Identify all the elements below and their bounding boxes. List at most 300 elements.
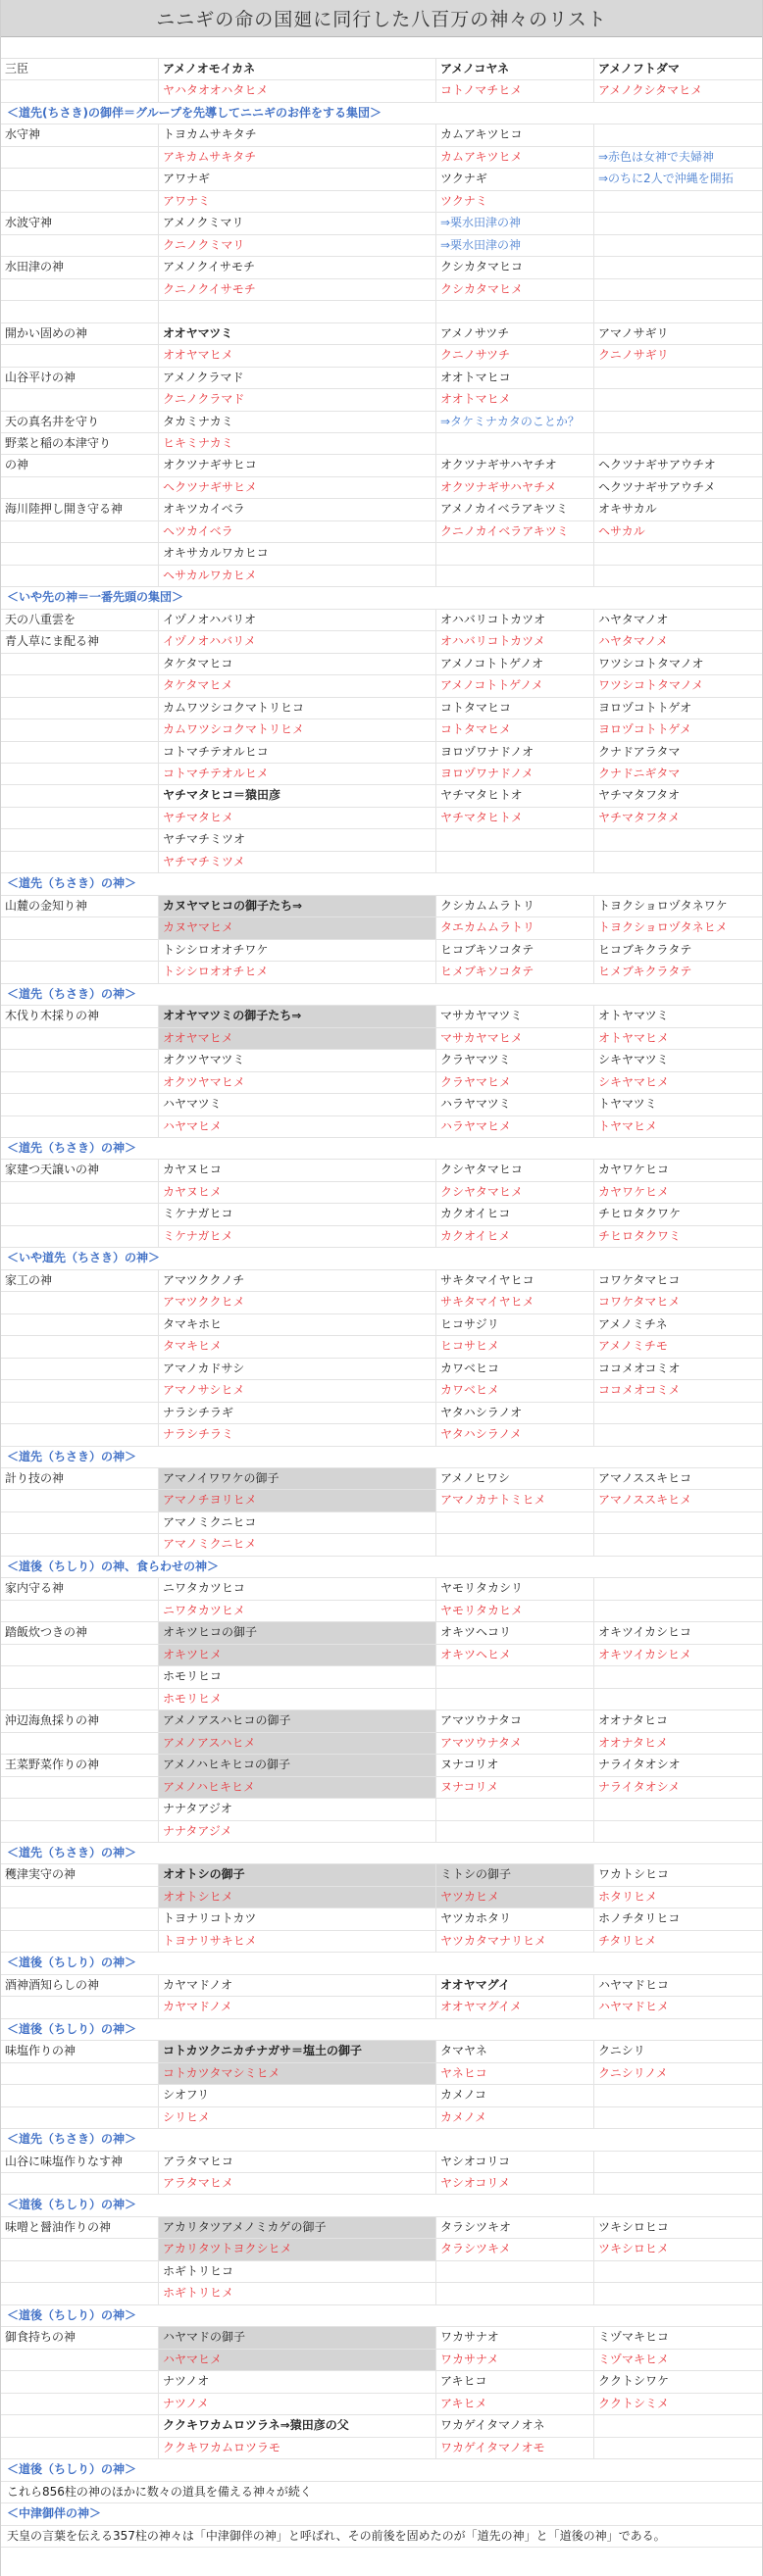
deity-cell: チヒロタクワミ [593, 1226, 762, 1247]
deity-cell: オオヤマヒメ [158, 1028, 435, 1049]
section-header-row [1, 1843, 762, 1864]
deity-cell [435, 301, 593, 322]
deity-cell [593, 389, 762, 410]
deity-cell: ヤツカヒメ [435, 1887, 593, 1907]
deity-cell: オハバリコトカツオ [435, 610, 593, 630]
role-cell: 穫津実守の神 [5, 1867, 76, 1882]
section-header: ＜中津御伴の神＞ [7, 2506, 102, 2521]
deity-cell: ハヤマドの御子 [158, 2327, 435, 2348]
deity-cell: オオトマヒコ [435, 368, 593, 388]
role-cell: 天の真名井を守り [5, 414, 100, 428]
deity-cell: オキツカイベラ [158, 499, 435, 520]
deity-cell: イヅノオハバリオ [158, 610, 435, 630]
table-row [1, 940, 762, 962]
deity-cell: トヤマツミ [593, 1094, 762, 1115]
deity-cell [593, 1799, 762, 1819]
table-row [1, 1424, 762, 1446]
role-cell [1, 2283, 158, 2304]
deity-cell [593, 1578, 762, 1599]
deity-cell [593, 1666, 762, 1687]
deity-cell: オトヤマツミ [593, 1006, 762, 1026]
section-header-row [1, 873, 762, 895]
section-header-row [1, 2459, 762, 2481]
role-cell: 王菜野菜作りの神 [5, 1758, 100, 1772]
table-row [1, 1490, 762, 1511]
deity-cell [158, 301, 435, 322]
role-cell [1, 1403, 158, 1423]
deity-cell: アラタマヒメ [158, 2173, 435, 2194]
deity-cell: ミケナガヒメ [158, 1226, 435, 1247]
role-cell [1, 1689, 158, 1709]
section-header-row [1, 2503, 762, 2525]
table-row [1, 1468, 762, 1490]
role-cell: の神 [5, 458, 29, 472]
role-cell [1, 1733, 158, 1754]
table-row [1, 2173, 762, 2195]
role-cell [1, 279, 158, 300]
deity-cell: カクオイヒコ [435, 1204, 593, 1224]
role-cell [1, 2173, 158, 2194]
deity-cell: カムワツシコクマトリヒコ [158, 698, 435, 718]
table-row [1, 124, 762, 146]
deity-cell: サキタマイヤヒコ [435, 1270, 593, 1291]
deity-cell: タマキホヒ [158, 1314, 435, 1335]
deity-cell: ヘサカル [593, 521, 762, 542]
deity-cell: タマヤネ [435, 2041, 593, 2061]
deity-cell: カヤマドノオ [158, 1975, 435, 1996]
table-row [1, 2217, 762, 2239]
table-row [1, 852, 762, 873]
deity-cell: アマノサシヒメ [158, 1380, 435, 1401]
table-row [1, 213, 762, 234]
deity-cell: クニノサツチ [435, 345, 593, 366]
deity-cell: ヘサカルワカヒメ [158, 566, 435, 586]
table-row [1, 543, 762, 565]
deity-cell: ⇒栗水田津の神 [435, 235, 593, 256]
deity-cell [593, 2261, 762, 2282]
table-row [1, 2152, 762, 2173]
deity-cell: ヒコサヒメ [435, 1336, 593, 1357]
deity-cell: ミヅマキヒコ [593, 2327, 762, 2348]
role-cell: 水守神 [5, 127, 41, 142]
role-cell [1, 962, 158, 982]
deity-cell: ヒメブキソコタテ [435, 962, 593, 982]
deity-cell: ヘクツナギサヒメ [158, 477, 435, 498]
deity-cell: クニノクラマド [158, 389, 435, 410]
deity-cell: オトヤマヒメ [593, 1028, 762, 1049]
table-row [1, 1821, 762, 1843]
role-cell [1, 566, 158, 586]
deity-cell: オキツヘヒメ [435, 1645, 593, 1665]
table-row [1, 1359, 762, 1380]
section-header-row [1, 1138, 762, 1160]
deity-cell: カムワツシコクマトリヒメ [158, 719, 435, 740]
deity-cell: カヤマドノメ [158, 1997, 435, 2017]
deity-cell: アメノコトトゲノオ [435, 654, 593, 674]
section-header: ＜道後（ちしり）の神＞ [7, 2462, 137, 2477]
deity-cell: ヤシオコリメ [435, 2173, 593, 2194]
deity-cell: ⇒のちに2人で沖縄を開拓 [593, 169, 762, 189]
role-cell: 天の八重雲を [5, 612, 76, 626]
deity-cell: タケタマヒメ [158, 675, 435, 696]
section-header-row [1, 2305, 762, 2327]
deity-cell: ツクナギ [435, 169, 593, 189]
deity-cell: ヌナコリオ [435, 1755, 593, 1775]
table-row [1, 962, 762, 983]
deity-cell [593, 124, 762, 145]
deity-cell: オオトシの御子 [158, 1864, 435, 1885]
role-cell [1, 808, 158, 828]
role-cell [1, 477, 158, 498]
section-header-row [1, 2019, 762, 2041]
deity-cell: オクツヤマツミ [158, 1050, 435, 1070]
deity-cell: シオフリ [158, 2085, 435, 2105]
role-cell: 沖辺海魚採りの神 [5, 1713, 100, 1728]
section-header: ＜道先（ちさき）の神＞ [7, 986, 137, 1001]
deity-cell: ナツノオ [158, 2371, 435, 2392]
deity-cell [593, 1534, 762, 1555]
role-cell: 計り技の神 [5, 1471, 65, 1485]
role-cell [1, 2239, 158, 2259]
role-cell [1, 543, 158, 564]
deity-cell: ココメオコミオ [593, 1359, 762, 1379]
section-header-row [1, 1248, 762, 1269]
section-header-row [1, 1447, 762, 1468]
deity-cell: ナラシチラギ [158, 1403, 435, 1423]
deity-cell: クシカタマヒメ [435, 279, 593, 300]
role-cell [1, 940, 158, 961]
role-cell [1, 1050, 158, 1070]
table-row [1, 1666, 762, 1688]
deity-cell: コトタマヒメ [435, 719, 593, 740]
table-row [1, 1204, 762, 1225]
table-row [1, 301, 762, 322]
deity-cell: オオヤマグイメ [435, 1997, 593, 2017]
deity-cell: ホギトリヒメ [158, 2283, 435, 2304]
deity-cell: オクツナギサハヤチメ [435, 477, 593, 498]
role-cell [1, 2438, 158, 2458]
section-header-row [1, 103, 762, 124]
role-cell [1, 675, 158, 696]
deity-cell: ヤチマタヒメ [158, 808, 435, 828]
table-row [1, 808, 762, 829]
role-cell [1, 852, 158, 872]
deity-cell: ワカゲイタマノオネ [435, 2415, 593, 2436]
deity-cell: カメノコ [435, 2085, 593, 2105]
table-row [1, 1578, 762, 1600]
table-row [1, 1689, 762, 1710]
table-row [1, 2283, 762, 2304]
note-row [1, 2482, 762, 2503]
deity-cell: アマノチヨリヒメ [158, 1490, 435, 1511]
table-row [1, 1116, 762, 1138]
deity-cell: アメノクシタマヒメ [593, 80, 762, 101]
deity-cell: アマノサギリ [593, 323, 762, 344]
role-cell [1, 1028, 158, 1049]
section-header-row [1, 1953, 762, 1974]
note-text: 天皇の言葉を伝える357柱の神々は「中津御伴の神」と呼ばれ、その前後を固めたのが「道先の神」と「道後の神」である。 [7, 2528, 666, 2543]
deity-cell: シキヤマツミ [593, 1050, 762, 1070]
deity-cell: ハヤマツミ [158, 1094, 435, 1115]
section-header: ＜道後（ちしり）の神＞ [7, 1956, 137, 1970]
role-cell: 野菜と稲の本津守り [5, 435, 112, 450]
role-cell [1, 1292, 158, 1313]
deity-cell: アメノミチモ [593, 1336, 762, 1357]
deity-cell: タラシツキメ [435, 2239, 593, 2259]
deity-cell: ミトシの御子 [435, 1864, 593, 1885]
table-row [1, 59, 762, 80]
section-header: ＜道後（ちしり）の神＞ [7, 2198, 137, 2212]
deity-cell: アメノサツチ [435, 323, 593, 344]
table-row [1, 1094, 762, 1115]
deity-cell [593, 829, 762, 850]
deity-cell: ナラシチラミ [158, 1424, 435, 1445]
role-cell [1, 1359, 158, 1379]
table-row [1, 2327, 762, 2349]
table-row [1, 719, 762, 741]
deity-cell: ヤタハシラノメ [435, 1424, 593, 1445]
table-row [1, 191, 762, 213]
role-cell [1, 742, 158, 763]
deity-cell: ヤチマタフタオ [593, 785, 762, 806]
table-row [1, 2415, 762, 2437]
role-cell: 御食持ちの神 [5, 2330, 76, 2345]
deity-cell: カメノメ [435, 2107, 593, 2128]
table-row [1, 235, 762, 257]
table-row [1, 610, 762, 631]
role-cell [1, 1380, 158, 1401]
table-row [1, 1733, 762, 1755]
table-row [1, 1799, 762, 1820]
deity-cell [435, 1799, 593, 1819]
table-row [1, 742, 762, 764]
table-row [1, 1975, 762, 1997]
deity-cell: ハヤマヒメ [158, 1116, 435, 1137]
header-spacer [1, 37, 762, 59]
deity-cell: アワナギ [158, 169, 435, 189]
deity-cell: アメノクラマド [158, 368, 435, 388]
role-cell: 家工の神 [5, 1272, 53, 1287]
role-cell [1, 2063, 158, 2084]
role-cell [1, 2107, 158, 2128]
role-cell [1, 1601, 158, 1621]
deity-cell [435, 1534, 593, 1555]
role-cell [1, 1645, 158, 1665]
section-header: ＜道先(ちさき)の御伴＝グループを先導してニニギのお伴をする集団＞ [7, 105, 382, 120]
deity-cell: オキツイカシヒコ [593, 1622, 762, 1643]
deity-cell: アマツウナタメ [435, 1733, 593, 1754]
deity-cell: シキヤマヒメ [593, 1072, 762, 1093]
deity-cell [435, 852, 593, 872]
table-row [1, 147, 762, 169]
table-row [1, 675, 762, 697]
deity-cell: クナドニギタマ [593, 764, 762, 784]
deity-cell: ツキシロヒコ [593, 2217, 762, 2238]
deity-cell: クシカタマヒコ [435, 257, 593, 277]
table-row [1, 477, 762, 499]
deity-cell [593, 1424, 762, 1445]
role-cell [1, 2415, 158, 2436]
deity-cell: ヤタハシラノオ [435, 1403, 593, 1423]
role-cell: 三臣 [5, 62, 29, 75]
deity-cell: コトマチテオルヒコ [158, 742, 435, 763]
role-cell [1, 147, 158, 168]
deity-cell: ナナタアジメ [158, 1821, 435, 1842]
table-row [1, 389, 762, 411]
deity-cell: ホノチタリヒコ [593, 1908, 762, 1929]
deity-cell: アマノカナトミヒメ [435, 1490, 593, 1511]
deity-cell: ヒコサジリ [435, 1314, 593, 1335]
table-row [1, 279, 762, 301]
table-row [1, 1512, 762, 1534]
deity-cell: ⇒タケミナカタのことか？ [435, 412, 593, 432]
deity-cell: タカミナカミ [158, 412, 435, 432]
table-row [1, 1534, 762, 1556]
deity-cell: ナライタオシオ [593, 1755, 762, 1775]
deity-cell: クニノサギリ [593, 345, 762, 366]
deity-cell: ヘクツナギサアウチオ [593, 455, 762, 475]
deity-cell: ハラヤマヒメ [435, 1116, 593, 1137]
deity-cell: カヌヤマヒメ [158, 917, 435, 938]
deity-cell: ヒコブキクラタテ [593, 940, 762, 961]
deity-cell: ⇒栗水田津の神 [435, 213, 593, 233]
deity-cell: チタリヒメ [593, 1931, 762, 1952]
deity-cell: アキヒメ [435, 2394, 593, 2414]
table-row [1, 1931, 762, 1953]
role-cell [1, 1997, 158, 2017]
role-cell [1, 917, 158, 938]
deity-cell: アマノミクニヒコ [158, 1512, 435, 1533]
deity-cell: アカリタツアメノミカゲの御子 [158, 2217, 435, 2238]
deity-cell: ハヤマヒメ [158, 2350, 435, 2370]
section-header: ＜道先（ちさき）の神＞ [7, 1140, 137, 1155]
note-text: これら856柱の神のほかに数々の道具を備える神々が続く [7, 2484, 312, 2499]
deity-cell [435, 1512, 593, 1533]
table-row [1, 698, 762, 719]
deity-cell [435, 2261, 593, 2282]
deity-cell: ククトシミメ [593, 2394, 762, 2414]
role-cell: 家建つ天譲いの神 [5, 1163, 100, 1177]
deity-cell: オオトシヒメ [158, 1887, 435, 1907]
table-row [1, 257, 762, 278]
role-cell: 家内守る神 [5, 1581, 65, 1596]
deity-cell [435, 543, 593, 564]
role-cell [1, 1777, 158, 1798]
deity-cell [593, 257, 762, 277]
deity-cell: トヨカムサキタチ [158, 124, 435, 145]
table-row [1, 1160, 762, 1181]
deity-cell [593, 412, 762, 432]
role-cell [1, 2371, 158, 2392]
deity-cell: タケタマヒコ [158, 654, 435, 674]
deity-cell: ハヤマドヒコ [593, 1975, 762, 1996]
deity-cell: トヨナリコトカツ [158, 1908, 435, 1929]
deity-cell: ナナタアジオ [158, 1799, 435, 1819]
deity-cell: ナツノメ [158, 2394, 435, 2414]
section-header-row [1, 2129, 762, 2151]
role-cell [1, 1314, 158, 1335]
deity-cell: ワツシコトタマノメ [593, 675, 762, 696]
deity-cell: タラシツキオ [435, 2217, 593, 2238]
table-row [1, 1403, 762, 1424]
table-row [1, 1050, 762, 1071]
deity-cell: アメノコトトゲノメ [435, 675, 593, 696]
deity-cell: クラヤマツミ [435, 1050, 593, 1070]
deity-cell: ククトシワケ [593, 2371, 762, 2392]
deity-cell: ヤチマチミツオ [158, 829, 435, 850]
role-cell [1, 1094, 158, 1115]
deity-cell: ヌナコリメ [435, 1777, 593, 1798]
deity-cell: オオナタヒコ [593, 1710, 762, 1731]
section-header: ＜道後（ちしり）の神＞ [7, 2307, 137, 2322]
table-row [1, 566, 762, 587]
deity-cell [435, 1666, 593, 1687]
deity-cell: オオヤマグイ [435, 1975, 593, 1996]
deity-cell: ヘクツナギサアウチメ [593, 477, 762, 498]
deity-cell: サキタマイヤヒメ [435, 1292, 593, 1313]
role-cell [1, 698, 158, 718]
deity-cell: シリヒメ [158, 2107, 435, 2128]
deity-cell: ツキシロヒメ [593, 2239, 762, 2259]
deity-cell [593, 2152, 762, 2172]
deity-cell: ワカサナメ [435, 2350, 593, 2370]
deity-cell: タマキヒメ [158, 1336, 435, 1357]
table-row [1, 2107, 762, 2129]
deity-cell: オクツナギサハヤチオ [435, 455, 593, 475]
role-cell [1, 389, 158, 410]
deity-cell: ヤチマチミツメ [158, 852, 435, 872]
deity-cell: ⇒赤色は女神で夫婦神 [593, 147, 762, 168]
deity-cell: ヤネヒコ [435, 2063, 593, 2084]
page-title: ニニギの命の国廻に同行した八百万の神々のリスト [1, 0, 762, 37]
table-row [1, 1380, 762, 1402]
deity-cell: ワカゲイタマノオモ [435, 2438, 593, 2458]
table-row [1, 1006, 762, 1027]
role-cell [1, 345, 158, 366]
deity-cell: ミヅマキヒメ [593, 2350, 762, 2370]
deity-cell: アメノハヒキヒメ [158, 1777, 435, 1798]
section-header-row [1, 1557, 762, 1578]
table-row [1, 1887, 762, 1908]
role-cell [1, 1226, 158, 1247]
deity-cell: オキツヘコリ [435, 1622, 593, 1643]
role-cell: 山谷平けの神 [5, 370, 76, 384]
table-row [1, 455, 762, 476]
deity-cell: ヒメブキクラタテ [593, 962, 762, 982]
deity-cell: チヒロタクワケ [593, 1204, 762, 1224]
deity-cell: カヌヤマヒコの御子たち⇒ [158, 896, 435, 916]
deity-cell: ヤチマタヒコ＝猿田彦 [158, 785, 435, 806]
deity-cell: ミケナガヒコ [158, 1204, 435, 1224]
deity-cell: ツクナミ [435, 191, 593, 212]
deity-cell: ヨロヅコトトゲメ [593, 719, 762, 740]
role-cell [1, 1182, 158, 1203]
deity-cell: ヤシオコリコ [435, 2152, 593, 2172]
role-cell [1, 1534, 158, 1555]
section-header: ＜道先（ちさき）の神＞ [7, 876, 137, 891]
deity-cell: トシシロオオチワケ [158, 940, 435, 961]
deity-cell [593, 2107, 762, 2128]
deity-cell: アメノアスハヒコの御子 [158, 1710, 435, 1731]
role-cell [1, 521, 158, 542]
table-row [1, 1710, 762, 1732]
role-cell: 山谷に味塩作りなす神 [5, 2154, 124, 2168]
deity-cell [593, 235, 762, 256]
deity-cell [593, 433, 762, 454]
deity-cell: アメノコヤネ [435, 59, 593, 79]
deity-cell: オクツヤマヒメ [158, 1072, 435, 1093]
deity-cell: オクツナギサヒコ [158, 455, 435, 475]
